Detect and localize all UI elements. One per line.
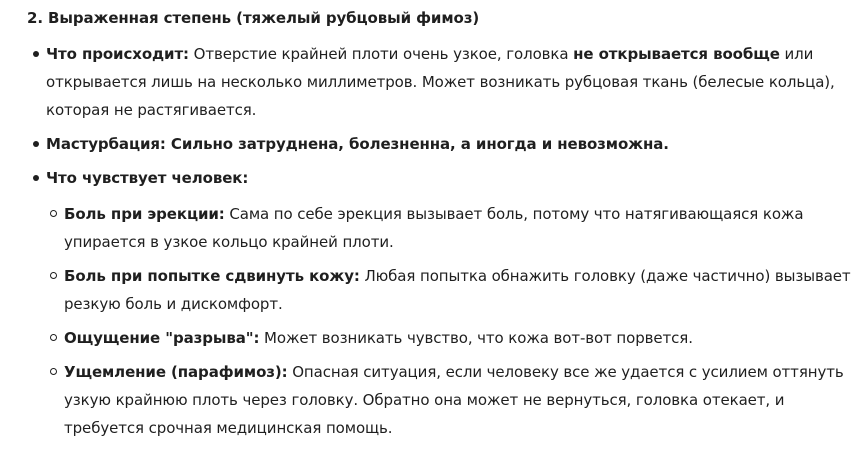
text-line: упирается в узкое кольцо крайней плоти. [64, 233, 394, 251]
text-line [64, 262, 851, 290]
text-line [64, 358, 844, 386]
item-label: Что чувствует человек: [46, 169, 249, 187]
sub-item-text: Любая попытка обнажить головку (даже частично) вызывает [359, 267, 851, 285]
list-item-text [46, 164, 786, 192]
bullet-icon [33, 141, 39, 147]
text-line: открывается лишь на несколько миллиметров. Может возникать рубцовая ткань (белесые кольца), [46, 73, 835, 91]
list-item-text [46, 40, 835, 124]
sub-item-label: Ощущение "разрыва": [64, 329, 260, 347]
bullet-icon [33, 51, 39, 57]
text-line [64, 324, 784, 352]
sub-list-item-text [64, 200, 804, 256]
sub-item-text: Может возникать чувство, что кожа вот-вот порвется. [259, 329, 693, 347]
hollow-bullet-icon [50, 210, 57, 217]
text-line: которая не растягивается. [46, 101, 257, 119]
bullet-icon [33, 175, 39, 181]
text-line [46, 40, 814, 68]
sub-item-text: Опасная ситуация, если человеку все же удается с усилием оттянуть [287, 363, 844, 381]
item-emphasis: Сильно затруднена, болезненна, а иногда и невозможна. [165, 135, 669, 153]
sub-list-item-text [64, 262, 851, 318]
item-text: Отверстие крайней плоти очень узкое, головка [188, 45, 574, 63]
text-line [46, 130, 786, 158]
hollow-bullet-icon [50, 272, 57, 279]
text-line: узкую крайнюю плоть через головку. Обратно она может не вернуться, головка отекает, и [64, 391, 785, 409]
sub-item-label: Боль при эрекции: [64, 205, 225, 223]
sub-item-text: Сама по себе эрекция вызывает боль, потому что натягивающаяся кожа [224, 205, 804, 223]
list-item-text [46, 130, 786, 158]
text-line [46, 164, 786, 192]
hollow-bullet-icon [50, 334, 57, 341]
text-line: резкую боль и дискомфорт. [64, 295, 283, 313]
text-line: требуется срочная медицинская помощь. [64, 419, 393, 437]
item-emphasis: не открывается вообще [573, 45, 780, 63]
item-label: Что происходит: [46, 45, 189, 63]
item-text: или [779, 45, 814, 63]
text-line [64, 200, 804, 228]
item-label: Мастурбация: [46, 135, 166, 153]
hollow-bullet-icon [50, 368, 57, 375]
sub-list-item-text [64, 324, 784, 352]
sub-list-item-text [64, 358, 844, 442]
sub-item-label: Боль при попытке сдвинуть кожу: [64, 267, 360, 285]
section-heading: 2. Выраженная степень (тяжелый рубцовый фимоз) [27, 9, 480, 27]
sub-item-label: Ущемление (парафимоз): [64, 363, 288, 381]
